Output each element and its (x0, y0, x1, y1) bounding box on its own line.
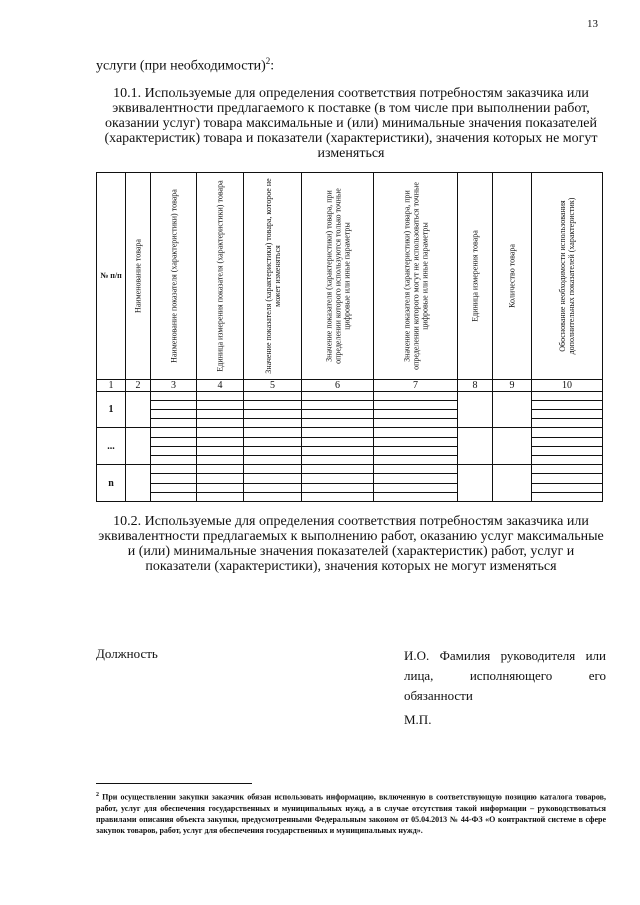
column-number: 9 (493, 380, 532, 391)
header-cell (97, 173, 126, 380)
section-10-1-heading: 10.1. Используемые для определения соответствия потребностям заказчика или эквивалентности предлагаемого к поставке (в том числе при выполнении работ, оказании услуг) товара максимальные и (или) минимальные значения показателей (характеристик) товара и показатели (характеристики), значения которых не могут изменяться (104, 86, 598, 161)
header-cell (374, 173, 458, 380)
header-label: Значение показателя (характеристики) товара, при определении которого используются только точные цифровые или иные параметры (324, 188, 351, 365)
table-header-row (97, 173, 603, 380)
header-label: Обоснование необходимости использования дополнительных показателей (характеристик) (558, 197, 576, 355)
characteristics-table (96, 172, 603, 502)
header-cell (458, 173, 493, 380)
column-number: 1 (97, 380, 126, 391)
footnote (96, 790, 606, 836)
header-label: Значение показателя (характеристики) товара, которое не может изменяться (263, 178, 282, 374)
table-row (97, 391, 603, 400)
product-name-cell (126, 391, 151, 428)
stamp-placeholder: М.П. (404, 712, 432, 727)
table-row (97, 465, 603, 474)
intro-line (96, 56, 274, 75)
intro-text: услуги (при необходимости) (96, 58, 266, 74)
quantity-cell (493, 428, 532, 465)
unit-cell (458, 465, 493, 502)
product-name-cell (126, 428, 151, 465)
section-10-2-heading: 10.2. Используемые для определения соответствия потребностям заказчика или эквивалентности предлагаемых к выполнению работ, оказанию услуг максимальные и (или) минимальные значения показателей (характеристик) работ, услуг и показатели (характеристики), значения которых не могут изменяться (98, 514, 604, 574)
unit-cell (458, 391, 493, 428)
column-number: 6 (302, 380, 374, 391)
column-number-row (97, 380, 603, 391)
column-number: 8 (458, 380, 493, 391)
header-cell (493, 173, 532, 380)
position-label: Должность (96, 646, 158, 661)
header-label: Количество товара (507, 244, 517, 309)
column-number: 2 (126, 380, 151, 391)
row-label: n (97, 465, 126, 502)
column-number: 5 (244, 380, 302, 391)
column-number: 4 (197, 380, 244, 391)
table-row (97, 428, 603, 437)
footnote-mark: 2 (96, 792, 99, 798)
header-label: Единица измерения показателя (характеристики) товара (215, 180, 225, 372)
product-name-cell (126, 465, 151, 502)
row-label: 1 (97, 391, 126, 428)
header-cell (532, 173, 603, 380)
header-cell (302, 173, 374, 380)
unit-cell (458, 428, 493, 465)
column-number: 3 (151, 380, 197, 391)
quantity-cell (493, 465, 532, 502)
header-cell (151, 173, 197, 380)
header-label: № п/п (100, 271, 122, 281)
quantity-cell (493, 391, 532, 428)
header-cell (126, 173, 151, 380)
header-label: Значение показателя (характеристики) товара, при определении которого могут не использоваться точные цифровые или иные параметры (402, 182, 429, 371)
header-label: Наименование товара (133, 239, 143, 314)
column-number: 10 (532, 380, 603, 391)
header-label: Наименование показателя (характеристики) товара (169, 189, 178, 364)
header-label: Единица измерения товара (470, 230, 480, 322)
page-number: 13 (587, 18, 598, 30)
footnote-text: При осуществлении закупки заказчик обязан использовать информацию, включенную в соответствующую позицию каталога товаров, работ, услуг для обеспечения государственных и муниципальных нужд, а в случае отсутствия такой информации – руководствоваться правилами описания объекта закупки, предусмотренными Федеральным законом от 05.04.2013 № 44-ФЗ «О контрактной системе в сфере закупок товаров, работ, услуг для обеспечения государственных и муниципальных нужд». (96, 792, 607, 835)
footnote-reference: 2 (265, 56, 271, 66)
row-label: ... (97, 428, 126, 465)
intro-colon: : (270, 58, 275, 74)
header-cell (197, 173, 244, 380)
footnote-divider (96, 783, 252, 784)
column-number: 7 (374, 380, 458, 391)
header-cell (244, 173, 302, 380)
signer-name: И.О. Фамилия руководителя или лица, исполняющего его обязанности (404, 648, 606, 703)
